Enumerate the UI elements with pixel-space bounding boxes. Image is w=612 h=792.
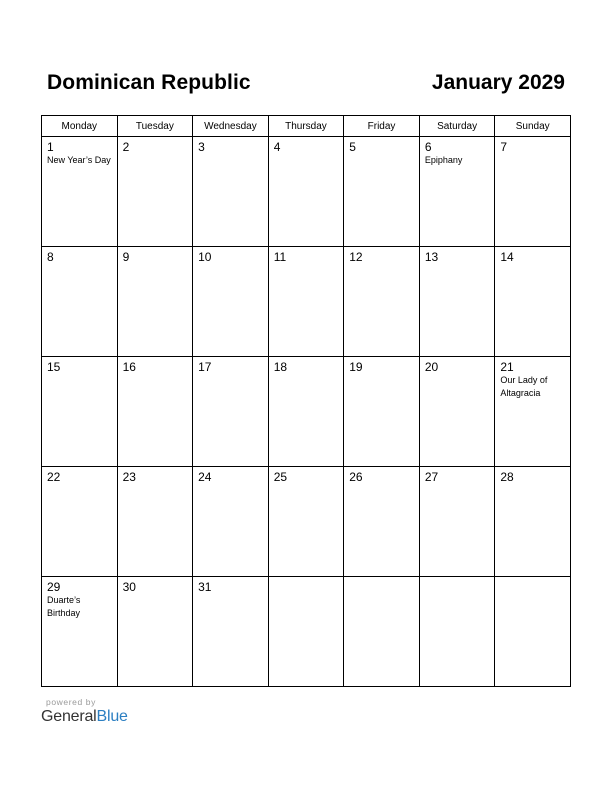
day-cell bbox=[495, 247, 571, 357]
day-cell bbox=[495, 467, 571, 577]
brand-general-text: General bbox=[41, 708, 97, 725]
day-cell bbox=[419, 247, 495, 357]
weekday-header: Tuesday bbox=[117, 116, 193, 137]
day-cell bbox=[42, 247, 118, 357]
generalblue-logo[interactable] bbox=[41, 708, 128, 726]
day-cell bbox=[344, 357, 420, 467]
day-number: 19 bbox=[349, 360, 363, 374]
day-cell bbox=[193, 577, 269, 687]
holiday-label: Altagracia bbox=[500, 387, 541, 398]
day-number: 7 bbox=[500, 140, 508, 154]
month-year-title: January 2029 bbox=[431, 71, 565, 94]
weekday-header: Saturday bbox=[419, 116, 495, 137]
day-number: 20 bbox=[424, 360, 439, 374]
holiday-label: New Year’s Day bbox=[47, 155, 111, 165]
week-row bbox=[42, 467, 571, 577]
day-number: 28 bbox=[500, 470, 514, 484]
day-number: 26 bbox=[349, 470, 363, 484]
day-number bbox=[420, 577, 495, 580]
weekday-header: Thursday bbox=[268, 116, 344, 137]
day-number: 9 bbox=[122, 250, 130, 264]
day-number: 16 bbox=[122, 360, 136, 374]
day-number: 2 bbox=[122, 140, 130, 154]
day-number: 17 bbox=[198, 360, 212, 374]
day-cell bbox=[268, 137, 344, 247]
holiday-label: Duarte’s bbox=[47, 595, 81, 605]
day-number: 8 bbox=[47, 250, 54, 264]
day-number: 11 bbox=[273, 250, 287, 264]
day-cell bbox=[495, 137, 571, 247]
holiday-label: Epiphany bbox=[424, 155, 463, 165]
day-number: 5 bbox=[349, 140, 356, 154]
day-cell bbox=[42, 467, 118, 577]
week-row bbox=[42, 137, 571, 247]
day-cell bbox=[344, 247, 420, 357]
day-cell bbox=[193, 247, 269, 357]
day-cell bbox=[117, 577, 193, 687]
weekday-header: Wednesday bbox=[193, 116, 269, 137]
day-number: 1 bbox=[47, 140, 54, 154]
day-cell bbox=[117, 357, 193, 467]
day-cell bbox=[117, 247, 193, 357]
day-cell bbox=[495, 577, 571, 687]
brand-blue-text: Blue bbox=[96, 708, 128, 725]
weekday-header: Friday bbox=[344, 116, 420, 137]
weekday-header: Sunday bbox=[495, 116, 571, 137]
day-cell bbox=[419, 467, 495, 577]
day-number: 14 bbox=[500, 250, 514, 264]
day-number: 29 bbox=[47, 580, 61, 594]
day-number: 3 bbox=[198, 140, 205, 154]
day-cell bbox=[117, 467, 193, 577]
day-cell bbox=[344, 577, 420, 687]
day-number: 22 bbox=[47, 470, 61, 484]
week-row bbox=[42, 357, 571, 467]
holiday-label: Our Lady of bbox=[500, 375, 548, 385]
day-cell bbox=[193, 467, 269, 577]
day-number: 10 bbox=[198, 250, 212, 264]
day-cell bbox=[193, 137, 269, 247]
weekday-header: Monday bbox=[42, 116, 118, 137]
day-number: 21 bbox=[500, 360, 514, 374]
day-cell bbox=[419, 137, 495, 247]
day-number: 30 bbox=[122, 580, 136, 594]
day-number: 23 bbox=[122, 470, 136, 484]
day-number bbox=[269, 577, 344, 580]
day-cell bbox=[268, 577, 344, 687]
day-number: 25 bbox=[273, 470, 288, 484]
day-number bbox=[344, 577, 419, 580]
day-cell bbox=[42, 357, 118, 467]
day-cell bbox=[419, 577, 495, 687]
calendar-grid bbox=[41, 115, 571, 687]
day-number: 12 bbox=[349, 250, 363, 264]
day-cell bbox=[42, 137, 118, 247]
week-row bbox=[42, 577, 571, 687]
day-number: 31 bbox=[198, 580, 212, 594]
day-cell bbox=[344, 467, 420, 577]
day-number: 24 bbox=[198, 470, 212, 484]
day-cell bbox=[344, 137, 420, 247]
day-number: 13 bbox=[424, 250, 439, 264]
day-number: 18 bbox=[273, 360, 288, 374]
day-cell bbox=[495, 357, 571, 467]
day-cell bbox=[268, 357, 344, 467]
day-cell bbox=[117, 137, 193, 247]
day-number: 15 bbox=[47, 360, 61, 374]
day-number: 27 bbox=[424, 470, 439, 484]
day-cell bbox=[42, 577, 118, 687]
day-number: 6 bbox=[424, 140, 432, 154]
day-number bbox=[495, 577, 570, 580]
day-number: 4 bbox=[273, 140, 281, 154]
day-cell bbox=[419, 357, 495, 467]
day-cell bbox=[268, 247, 344, 357]
day-cell bbox=[193, 357, 269, 467]
powered-by-text: powered by bbox=[46, 697, 96, 707]
day-cell bbox=[268, 467, 344, 577]
week-row bbox=[42, 247, 571, 357]
holiday-label: Birthday bbox=[47, 607, 81, 618]
weekday-header-row bbox=[42, 116, 571, 137]
country-title: Dominican Republic bbox=[47, 71, 251, 94]
